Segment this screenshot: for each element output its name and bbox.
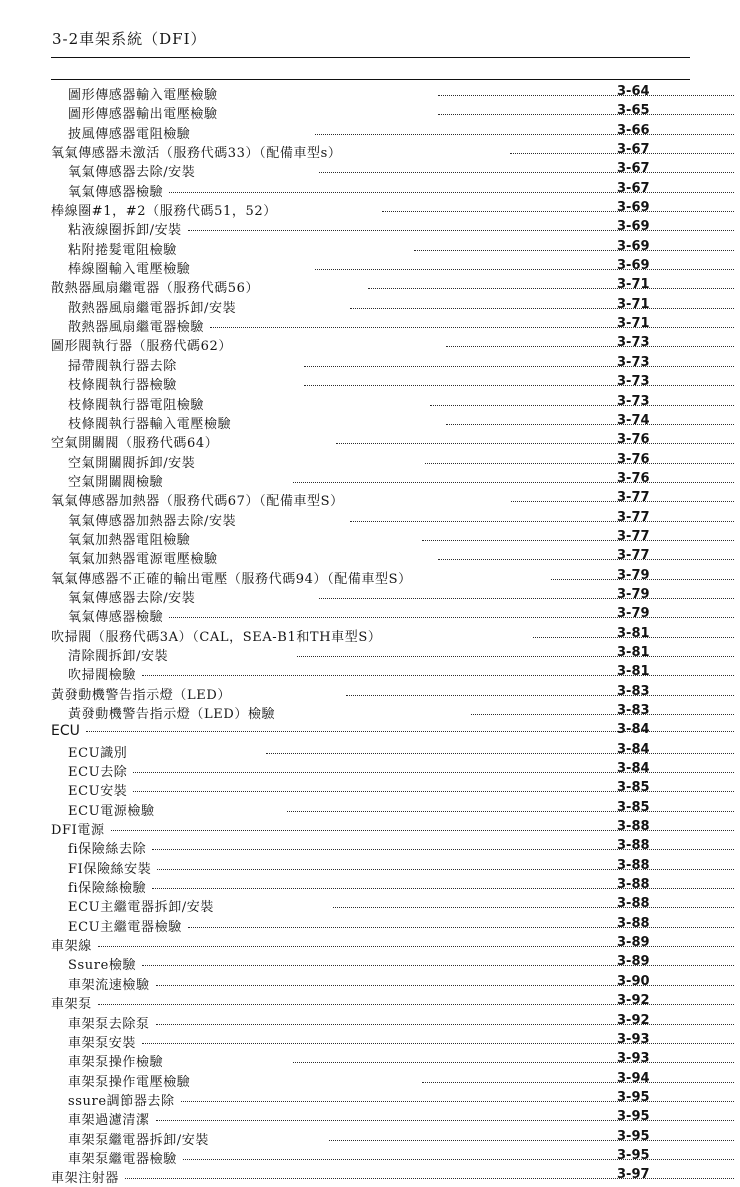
toc-entry-label: DFI電源 (51, 823, 105, 839)
toc-row[interactable] (0, 432, 740, 451)
toc-entry-label: 圖形閥執行器（服務代碼62） (51, 339, 232, 355)
toc-entry-page-number: 3-64 (617, 84, 650, 99)
toc-entry-page-number: 3-89 (617, 954, 650, 970)
toc-entry-page-number: 3-73 (617, 393, 650, 409)
toc-entry-label: ECU (51, 723, 80, 740)
toc-row[interactable] (0, 161, 740, 180)
toc-row[interactable] (0, 954, 740, 973)
toc-row[interactable] (0, 761, 740, 780)
toc-leader-dots (196, 260, 734, 273)
toc-leader-dots (210, 393, 734, 409)
toc-row[interactable] (0, 664, 740, 683)
toc-row[interactable] (0, 181, 740, 200)
toc-entry-page-number: 3-77 (617, 490, 650, 506)
toc-entry-label: 散熱器風扇繼電器檢驗 (68, 320, 205, 336)
toc-row[interactable] (0, 471, 740, 490)
toc-entry-label: 車架泵去除泵 (68, 1016, 150, 1032)
toc-row[interactable] (0, 258, 740, 277)
toc-entry-page-number: 3-74 (617, 412, 650, 428)
toc-leader-dots (237, 412, 734, 428)
toc-row[interactable] (0, 529, 740, 548)
toc-entry-page-number: 3-93 (617, 1051, 650, 1067)
toc-leader-dots (220, 898, 734, 911)
toc-entry-label: 清除閥拆卸/安裝 (68, 648, 169, 664)
toc-entry-page-number: 3-69 (617, 258, 650, 274)
toc-entry-page-number: 3-79 (617, 586, 650, 602)
toc-row[interactable] (0, 703, 740, 722)
toc-row[interactable] (0, 1167, 740, 1186)
toc-entry-label: 吹掃閥檢驗 (68, 668, 137, 684)
toc-leader-dots (237, 683, 734, 699)
toc-row[interactable] (0, 877, 740, 896)
toc-entry-page-number: 3-88 (617, 819, 650, 835)
toc-row[interactable] (0, 838, 740, 857)
toc-row[interactable] (0, 123, 740, 142)
toc-entry-page-number: 3-71 (617, 316, 650, 332)
toc-entry-page-number: 3-97 (617, 1167, 650, 1183)
toc-entry-page-number: 3-67 (617, 142, 650, 158)
toc-leader-dots (242, 509, 734, 525)
toc-leader-dots (196, 122, 734, 138)
toc-entry-page-number: 3-81 (617, 664, 650, 680)
toc-row[interactable] (0, 490, 740, 509)
toc-entry-page-number: 3-69 (617, 200, 650, 216)
toc-entry-page-number: 3-88 (617, 857, 650, 873)
toc-row[interactable] (0, 722, 740, 741)
toc-row[interactable] (0, 568, 740, 587)
toc-leader-dots (387, 625, 734, 641)
toc-leader-dots (418, 567, 734, 583)
toc-entry-label: 車架泵操作電壓檢驗 (68, 1074, 191, 1090)
toc-entry-label: 棒線圈輸入電壓檢驗 (68, 262, 191, 278)
toc-entry-page-number: 3-85 (617, 799, 650, 815)
toc-row[interactable] (0, 1109, 740, 1128)
toc-entry-label: 氧氣傳感器檢驗 (68, 184, 164, 200)
toc-row[interactable] (0, 142, 740, 161)
toc-entry-page-number: 3-73 (617, 374, 650, 390)
toc-entry-label: 黃發動機警告指示燈（LED） (51, 687, 231, 703)
toc-top-rule (51, 79, 690, 80)
toc-row[interactable] (0, 84, 740, 103)
toc-entry-page-number: 3-73 (617, 335, 650, 351)
toc-entry-page-number: 3-88 (617, 877, 650, 893)
toc-entry-label: FI保險絲安裝 (68, 861, 152, 877)
toc-entry-page-number: 3-84 (617, 741, 650, 757)
toc-row[interactable] (0, 626, 740, 645)
toc-entry-page-number: 3-92 (617, 993, 650, 1009)
toc-entry-page-number: 3-85 (617, 780, 650, 796)
toc-entry-label: 氧氣傳感器去除/安裝 (68, 165, 196, 181)
toc-leader-dots (238, 337, 734, 350)
toc-entry-label: ECU主繼電器拆卸/安裝 (68, 900, 214, 916)
toc-leader-dots (201, 163, 734, 176)
toc-entry-page-number: 3-77 (617, 509, 650, 525)
toc-entry-label: 車架泵 (51, 997, 92, 1013)
toc-entry-label: ECU電源檢驗 (68, 803, 155, 819)
toc-leader-dots (281, 705, 734, 718)
toc-entry-page-number: 3-93 (617, 1031, 650, 1047)
toc-entry-page-number: 3-71 (617, 296, 650, 312)
toc-entry-page-number: 3-84 (617, 722, 650, 738)
toc-entry-label: 氧氣傳感器不正確的輸出電壓（服務代碼94）（配備車型S） (51, 571, 412, 587)
toc-row[interactable] (0, 355, 740, 374)
toc-entry-page-number: 3-76 (617, 451, 650, 467)
toc-entry-label: ssure調節器去除 (68, 1093, 175, 1109)
toc-entry-label: 車架線 (51, 939, 92, 955)
toc-entry-label: 枝條閥執行器電阻檢驗 (68, 397, 205, 413)
toc-row[interactable] (0, 1051, 740, 1070)
toc-entry-label: 棒線圈#1，#2（服務代碼51，52） (51, 204, 277, 220)
toc-entry-page-number: 3-89 (617, 935, 650, 951)
toc-row[interactable] (0, 974, 740, 993)
toc-entry-page-number: 3-83 (617, 703, 650, 718)
toc-row[interactable] (0, 1032, 740, 1051)
toc-leader-dots (265, 279, 734, 292)
toc-entry-label: 車架注射器 (51, 1171, 120, 1187)
toc-entry-label: 車架泵安裝 (68, 1035, 137, 1051)
toc-row[interactable] (0, 896, 740, 915)
toc-row[interactable] (0, 800, 740, 819)
toc-entry-page-number: 3-67 (617, 161, 650, 177)
toc-leader-dots (210, 318, 734, 331)
toc-row[interactable] (0, 1129, 740, 1148)
toc-leader-dots (196, 528, 734, 544)
toc-entry-page-number: 3-73 (617, 354, 650, 370)
table-of-contents (0, 84, 740, 1187)
toc-entry-label: 吹掃閥（服務代碼3A）（CAL，SEA-B1和TH車型S） (51, 629, 382, 645)
toc-leader-dots (181, 1089, 734, 1105)
toc-entry-label: 氧氣傳感器未激活（服務代碼33）（配備車型s） (51, 146, 342, 162)
toc-entry-page-number: 3-95 (617, 1109, 650, 1125)
toc-entry-label: 披風傳感器電阻檢驗 (68, 126, 191, 142)
toc-entry-label: fi保險絲檢驗 (68, 881, 147, 897)
toc-entry-page-number: 3-88 (617, 838, 650, 854)
toc-row[interactable] (0, 819, 740, 838)
toc-entry-page-number: 3-69 (617, 238, 650, 254)
toc-row[interactable] (0, 219, 740, 238)
toc-row[interactable] (0, 316, 740, 335)
toc-row[interactable] (0, 684, 740, 703)
toc-row[interactable] (0, 1013, 740, 1032)
toc-entry-label: 散熱器風扇繼電器拆卸/安裝 (68, 300, 237, 316)
toc-entry-label: 氧氣傳感器檢驗 (68, 610, 164, 626)
toc-row[interactable] (0, 780, 740, 799)
toc-entry-label: 氧氣傳感器加熱器（服務代碼67）（配備車型S） (51, 494, 344, 510)
toc-entry-page-number: 3-71 (617, 277, 650, 293)
toc-entry-page-number: 3-95 (617, 1089, 650, 1105)
toc-row[interactable] (0, 742, 740, 761)
toc-entry-label: 氧氣加熱器電源電壓檢驗 (68, 552, 218, 568)
toc-entry-page-number: 3-77 (617, 548, 650, 564)
toc-entry-page-number: 3-92 (617, 1012, 650, 1028)
toc-row[interactable] (0, 993, 740, 1012)
toc-entry-page-number: 3-79 (617, 606, 650, 622)
toc-row[interactable] (0, 645, 740, 664)
toc-leader-dots (183, 1147, 734, 1163)
toc-row[interactable] (0, 510, 740, 529)
toc-entry-label: 空氣開關閥（服務代碼64） (51, 436, 219, 452)
toc-entry-page-number: 3-65 (617, 103, 650, 119)
page-header-title: 3-2車架系統（DFI） (52, 30, 207, 48)
toc-leader-dots (201, 451, 734, 467)
toc-row[interactable] (0, 1148, 740, 1167)
toc-row[interactable] (0, 297, 740, 316)
toc-leader-dots (350, 492, 734, 505)
toc-entry-label: ECU識別 (68, 745, 128, 761)
toc-entry-page-number: 3-81 (617, 644, 650, 660)
toc-leader-dots (224, 434, 734, 447)
toc-entry-label: 掃帶閥執行器去除 (68, 358, 177, 374)
toc-entry-label: ECU安裝 (68, 784, 128, 800)
toc-leader-dots (283, 202, 734, 215)
toc-leader-dots (174, 644, 734, 660)
toc-entry-page-number: 3-83 (617, 683, 650, 699)
toc-entry-label: 粘液線圈拆卸/安裝 (68, 223, 182, 239)
toc-entry-page-number: 3-76 (617, 470, 650, 486)
toc-entry-label: 空氣開關閥檢驗 (68, 474, 164, 490)
toc-entry-page-number: 3-88 (617, 915, 650, 931)
toc-leader-dots (224, 86, 734, 99)
toc-row[interactable] (0, 1090, 740, 1109)
toc-entry-page-number: 3-81 (617, 625, 650, 641)
toc-row[interactable] (0, 606, 740, 625)
toc-row[interactable] (0, 935, 740, 954)
toc-leader-dots (183, 238, 734, 254)
toc-entry-label: ECU去除 (68, 765, 128, 781)
toc-entry-label: 粘附捲髮電阻檢驗 (68, 242, 177, 258)
toc-entry-label: 散熱器風扇繼電器（服務代碼56） (51, 281, 260, 297)
toc-entry-label: 車架過濾清潔 (68, 1113, 150, 1129)
toc-entry-label: 車架泵操作檢驗 (68, 1055, 164, 1071)
header-divider-rule (51, 57, 690, 58)
toc-row[interactable] (0, 200, 740, 219)
toc-entry-page-number: 3-95 (617, 1128, 650, 1144)
toc-entry-page-number: 3-69 (617, 219, 650, 235)
toc-row[interactable] (0, 277, 740, 296)
toc-entry-label: 圖形傳感器輸入電壓檢驗 (68, 88, 218, 103)
toc-entry-label: 氧氣傳感器加熱器去除/安裝 (68, 513, 237, 529)
toc-leader-dots (183, 376, 734, 389)
toc-entry-page-number: 3-88 (617, 896, 650, 912)
toc-row[interactable] (0, 587, 740, 606)
toc-entry-label: 車架泵繼電器檢驗 (68, 1151, 177, 1167)
toc-entry-label: 車架泵繼電器拆卸/安裝 (68, 1132, 209, 1148)
toc-leader-dots (215, 1128, 734, 1144)
toc-entry-page-number: 3-77 (617, 528, 650, 544)
toc-entry-page-number: 3-79 (617, 567, 650, 583)
toc-entry-label: 車架流速檢驗 (68, 977, 150, 993)
toc-entry-label: 枝條閥執行器輸入電壓檢驗 (68, 416, 232, 432)
toc-row[interactable] (0, 548, 740, 567)
toc-entry-label: fi保險絲去除 (68, 842, 147, 858)
toc-entry-page-number: 3-84 (617, 761, 650, 777)
toc-entry-label: 圖形傳感器輸出電壓檢驗 (68, 107, 218, 123)
toc-leader-dots (242, 296, 734, 312)
toc-entry-label: 氧氣傳感器去除/安裝 (68, 590, 196, 606)
toc-entry-page-number: 3-66 (617, 122, 650, 138)
toc-row[interactable] (0, 394, 740, 413)
toc-entry-page-number: 3-67 (617, 180, 650, 196)
toc-row[interactable] (0, 1071, 740, 1090)
toc-entry-page-number: 3-76 (617, 432, 650, 448)
toc-entry-page-number: 3-94 (617, 1070, 650, 1086)
toc-leader-dots (224, 105, 734, 118)
toc-row[interactable] (0, 103, 740, 122)
toc-row[interactable] (0, 239, 740, 258)
toc-leader-dots (188, 915, 734, 931)
toc-leader-dots (224, 550, 734, 563)
toc-row[interactable] (0, 413, 740, 432)
toc-row[interactable] (0, 452, 740, 471)
toc-entry-label: Ssure檢驗 (68, 958, 137, 974)
toc-leader-dots (188, 221, 734, 234)
toc-row[interactable] (0, 858, 740, 877)
toc-entry-label: 氧氣加熱器電阻檢驗 (68, 532, 191, 548)
toc-leader-dots (348, 144, 734, 157)
toc-entry-label: 黃發動機警告指示燈（LED）檢驗 (68, 707, 276, 722)
toc-entry-label: 枝條閥執行器檢驗 (68, 378, 177, 394)
toc-entry-label: ECU主繼電器檢驗 (68, 919, 182, 935)
toc-row[interactable] (0, 335, 740, 354)
toc-row[interactable] (0, 916, 740, 935)
toc-row[interactable] (0, 374, 740, 393)
toc-leader-dots (183, 354, 734, 370)
toc-leader-dots (196, 1070, 734, 1086)
toc-entry-page-number: 3-90 (617, 973, 650, 989)
toc-entry-label: 空氣開關閥拆卸/安裝 (68, 455, 196, 471)
toc-entry-page-number: 3-95 (617, 1147, 650, 1163)
toc-leader-dots (201, 586, 734, 602)
